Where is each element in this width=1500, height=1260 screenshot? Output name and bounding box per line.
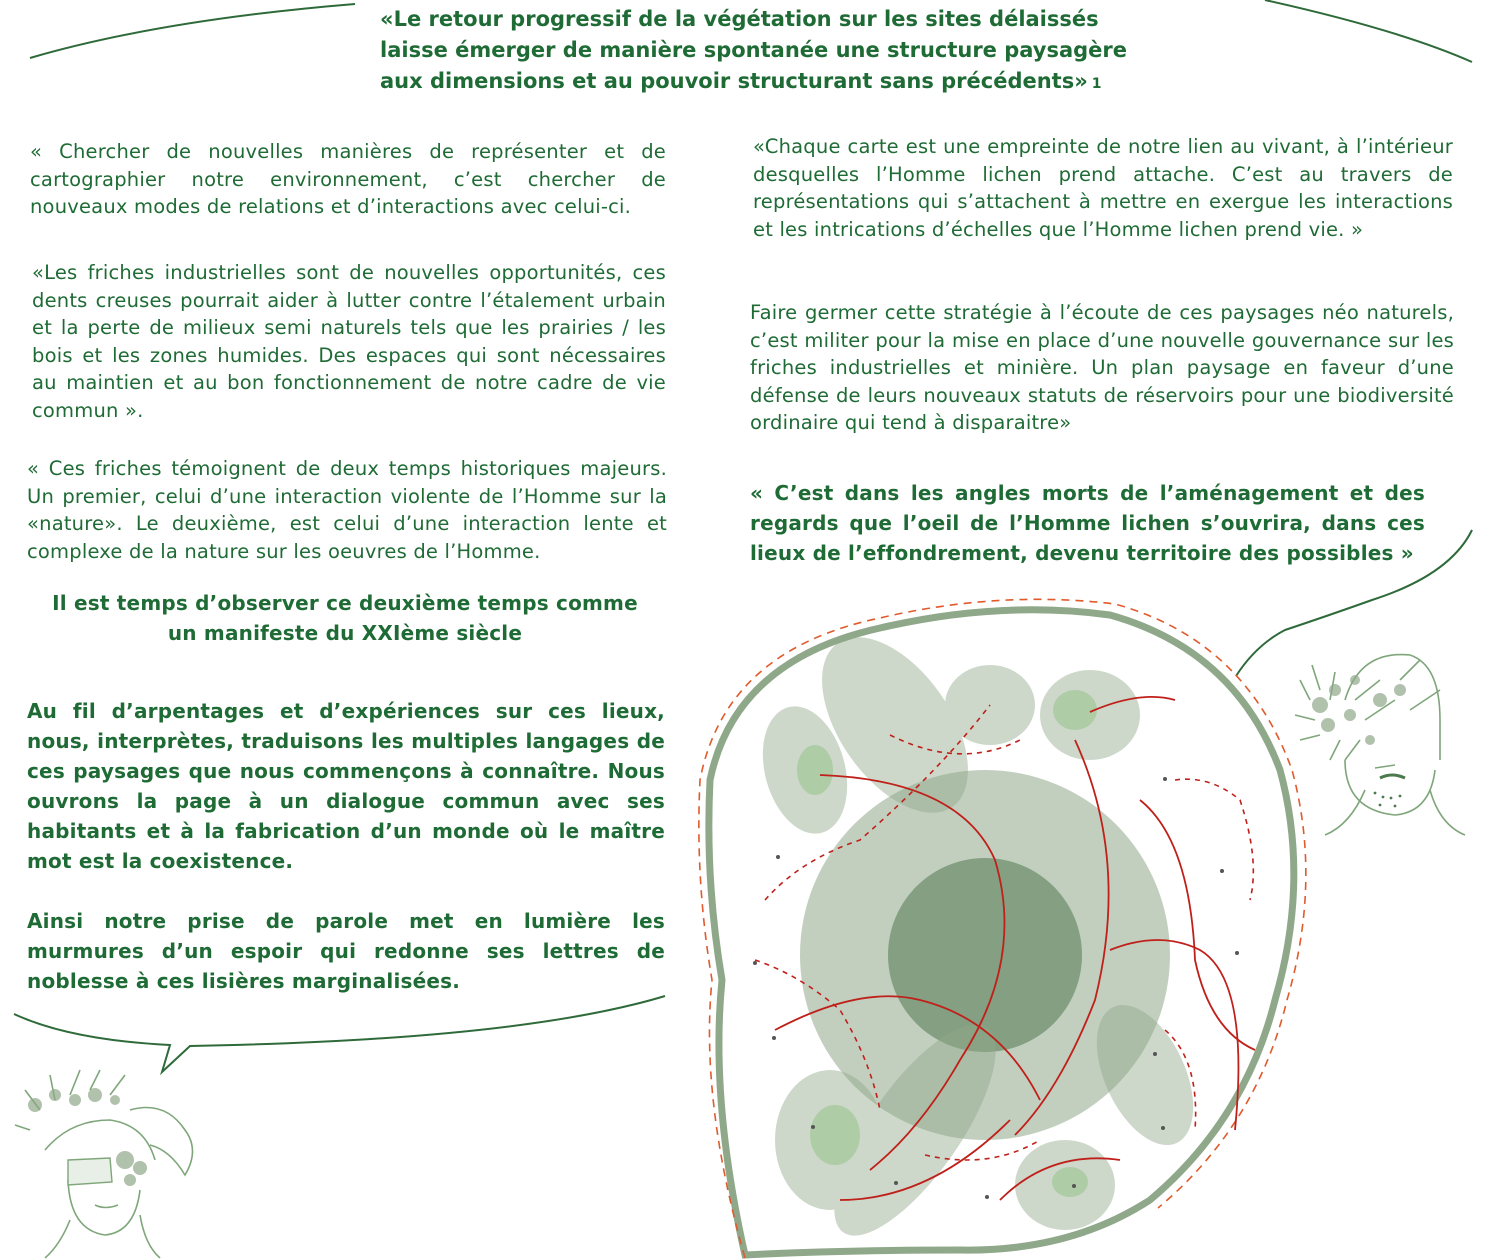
- header-quote-text: «Le retour progressif de la végétation sur les sites délaissés laisse émerger de manière spontanée une structure paysagère aux dimensions et au pouvoir structurant sans précédents»: [380, 7, 1128, 93]
- left-paragraph-1: « Chercher de nouvelles manières de représenter et de cartographier notre environnement, c’est chercher de nouveaux modes de relations et d’interactions avec celui-ci.: [30, 140, 666, 218]
- left-paragraph-2: «Les friches industrielles sont de nouvelles opportunités, ces dents creuses pourrait aider à lutter contre l’étalement urbain et la perte de milieux semi naturels tels que les prairies / les bois et les zones humides. Des espaces qui sont nécessaires au maintien et au bon fonctionnement de notre cadre de vie commun ».: [32, 261, 666, 422]
- map-core-circle: [888, 858, 1082, 1052]
- right-paragraph-1: «Chaque carte est une empreinte de notre lien au vivant, à l’intérieur desquelles l’Homme lichen prend attache. C’est au travers de représentations qui s’attachent à mettre en exergue les interactions et les intrications d’échelles que l’Homme lichen prend vie. »: [753, 135, 1453, 241]
- left-paragraph-4: Au fil d’arpentages et d’expériences sur ces lieux, nous, interprètes, traduisons les multiples langages de ces paysages que nous commençons à connaître. Nous ouvrons la page à un dialogue commun avec ses habitants et à la fabrication d’un monde où le maître mot est la coexistence.: [27, 699, 665, 873]
- manifesto-heading-line-1: Il est temps d’observer ce deuxième temps comme: [52, 591, 638, 615]
- footnote-marker: 1: [1091, 76, 1102, 92]
- right-paragraph-3: « C’est dans les angles morts de l’aménagement et des regards que l’oeil de l’Homme lichen s’ouvrira, dans ces lieux de l’effondrement, devenu territoire des possibles »: [750, 481, 1425, 565]
- right-paragraph-2: Faire germer cette stratégie à l’écoute de ces paysages néo naturels, c’est militer pour la mise en place d’une nouvelle gouvernance sur les friches industrielles et minière. Un plan paysage en faveur d’une défense de leurs nouveaux statuts de réservoirs pour une biodiversité ordinaire qui tend à disparaitre»: [750, 301, 1454, 434]
- manifesto-heading-line-2: un manifeste du XXIème siècle: [167, 621, 523, 645]
- left-paragraph-3: « Ces friches témoignent de deux temps historiques majeurs. Un premier, celui d’une interaction violente de l’Homme sur la «nature». Le deuxième, est celui d’une interaction lente et complexe de la nature sur les oeuvres de l’Homme.: [27, 457, 667, 563]
- left-paragraph-5: Ainsi notre prise de parole met en lumière les murmures d’un espoir qui redonne ses lettres de noblesse à ces lisières marginalisées.: [27, 909, 665, 993]
